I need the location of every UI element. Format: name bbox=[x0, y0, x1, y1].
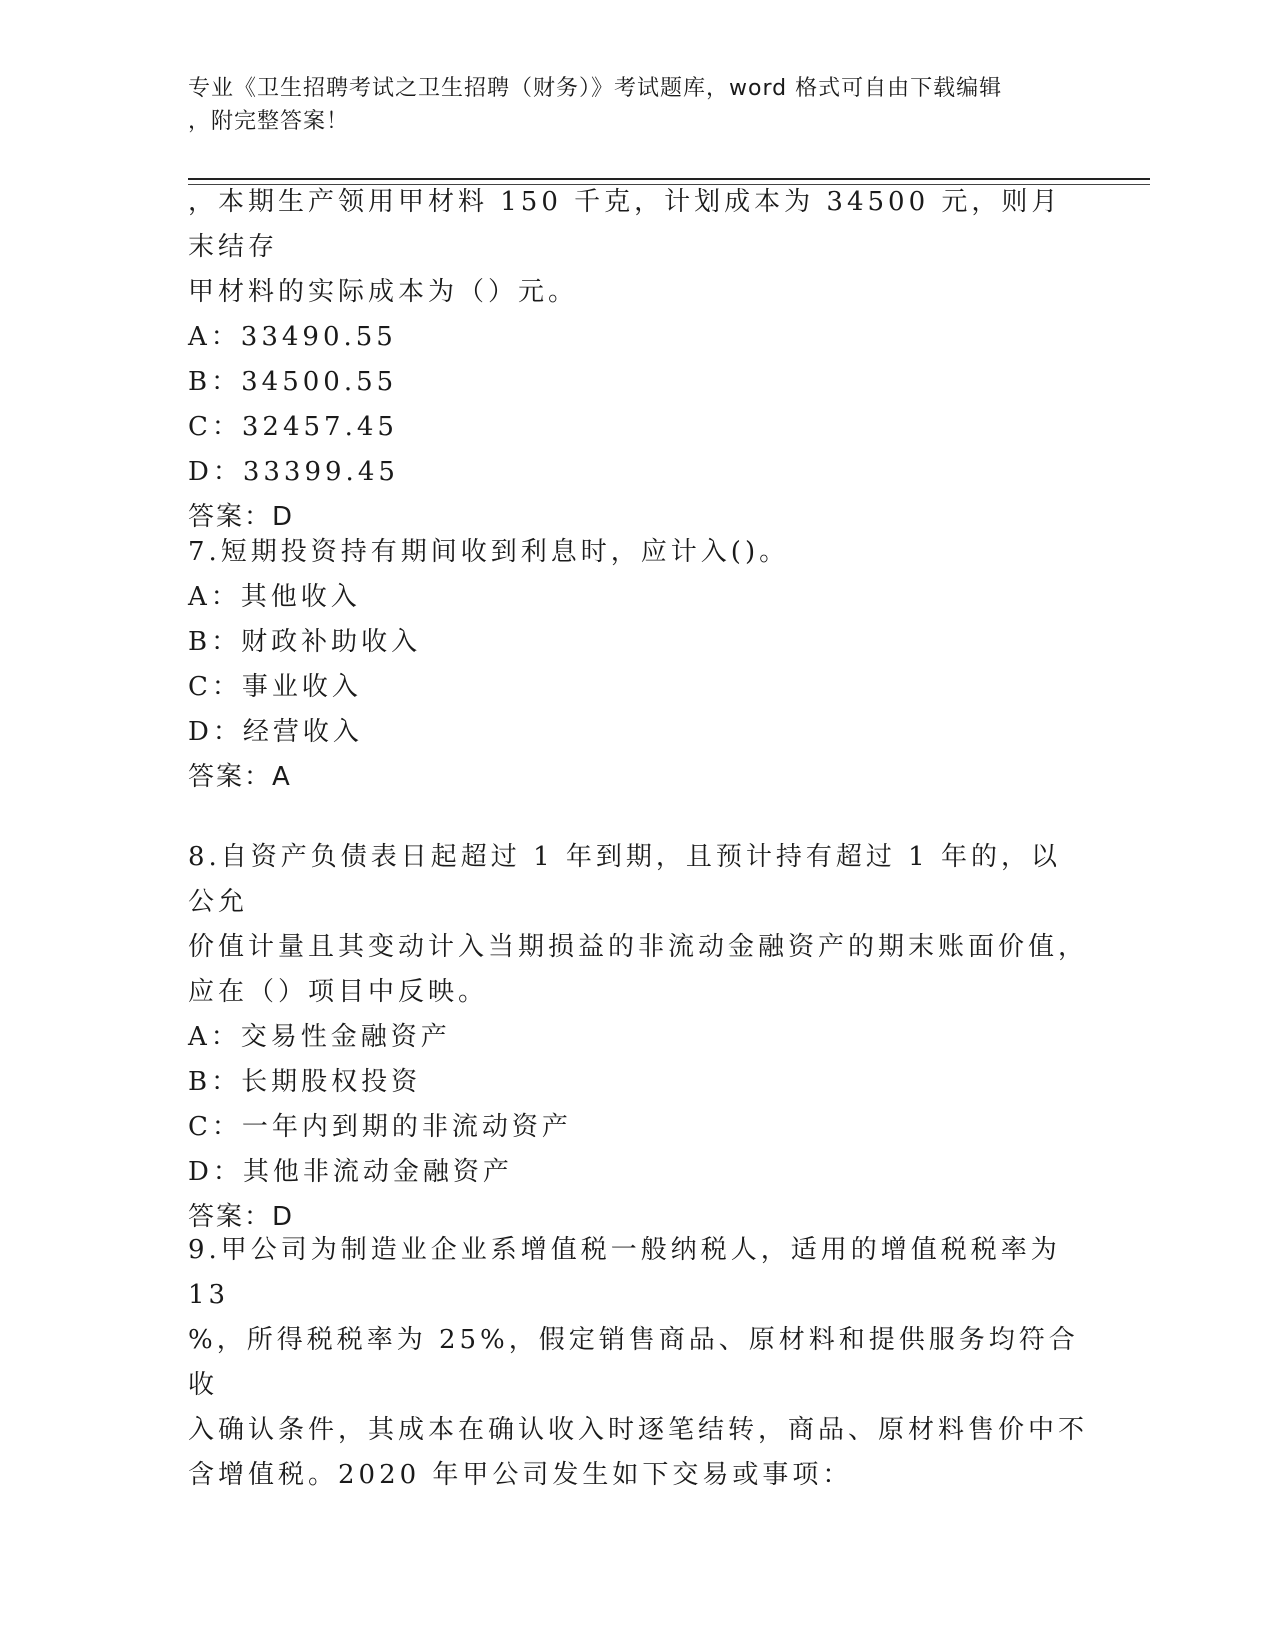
option-d: D：经营收入 bbox=[188, 717, 363, 747]
answer-line: 答案：A bbox=[188, 762, 292, 792]
header-line-2: ，附完整答案！ bbox=[188, 109, 350, 134]
question-stem-line: %，所得税税率为 25%，假定销售商品、原材料和提供服务均符合收 bbox=[188, 1325, 1079, 1400]
option-a: A：交易性金融资产 bbox=[188, 1022, 451, 1052]
question-8 bbox=[188, 835, 1088, 1240]
question-6-continued bbox=[188, 180, 1088, 540]
header-line-1: 专业《卫生招聘考试之卫生招聘（财务）》考试题库，word 格式可自由下载编辑 bbox=[188, 76, 1003, 101]
option-d: D：33399.45 bbox=[188, 457, 399, 487]
option-a: A：其他收入 bbox=[188, 582, 361, 612]
option-b: B：长期股权投资 bbox=[188, 1067, 422, 1097]
page-header bbox=[188, 72, 1068, 138]
question-9 bbox=[188, 1228, 1088, 1498]
option-a: A：33490.55 bbox=[188, 322, 397, 352]
option-b: B：财政补助收入 bbox=[188, 627, 422, 657]
answer-line: 答案：D bbox=[188, 1202, 295, 1232]
option-b: B：34500.55 bbox=[188, 367, 398, 397]
question-7 bbox=[188, 530, 1088, 800]
question-stem-line: 价值计量且其变动计入当期损益的非流动金融资产的期末账面价值， bbox=[188, 932, 1089, 962]
question-stem-line: 含增值税。2020 年甲公司发生如下交易或事项： bbox=[188, 1460, 853, 1490]
option-d: D：其他非流动金融资产 bbox=[188, 1157, 513, 1187]
question-stem-line: 7.短期投资持有期间收到利息时，应计入()。 bbox=[188, 537, 790, 567]
question-stem-line: 甲材料的实际成本为（）元。 bbox=[188, 277, 579, 307]
option-c: C：一年内到期的非流动资产 bbox=[188, 1112, 572, 1142]
question-stem-line: 入确认条件，其成本在确认收入时逐笔结转，商品、原材料售价中不 bbox=[188, 1415, 1089, 1445]
question-stem-line: 8.自资产负债表日起超过 1 年到期，且预计持有超过 1 年的，以公允 bbox=[188, 842, 1061, 917]
answer-line: 答案：D bbox=[188, 502, 295, 532]
option-c: C：事业收入 bbox=[188, 672, 362, 702]
question-stem-line: 9.甲公司为制造业企业系增值税一般纳税人，适用的增值税税率为 13 bbox=[188, 1235, 1061, 1310]
question-stem-line: ，本期生产领用甲材料 150 千克，计划成本为 34500 元，则月末结存 bbox=[188, 187, 1062, 262]
option-c: C：32457.45 bbox=[188, 412, 398, 442]
question-stem-line: 应在（）项目中反映。 bbox=[188, 977, 489, 1007]
